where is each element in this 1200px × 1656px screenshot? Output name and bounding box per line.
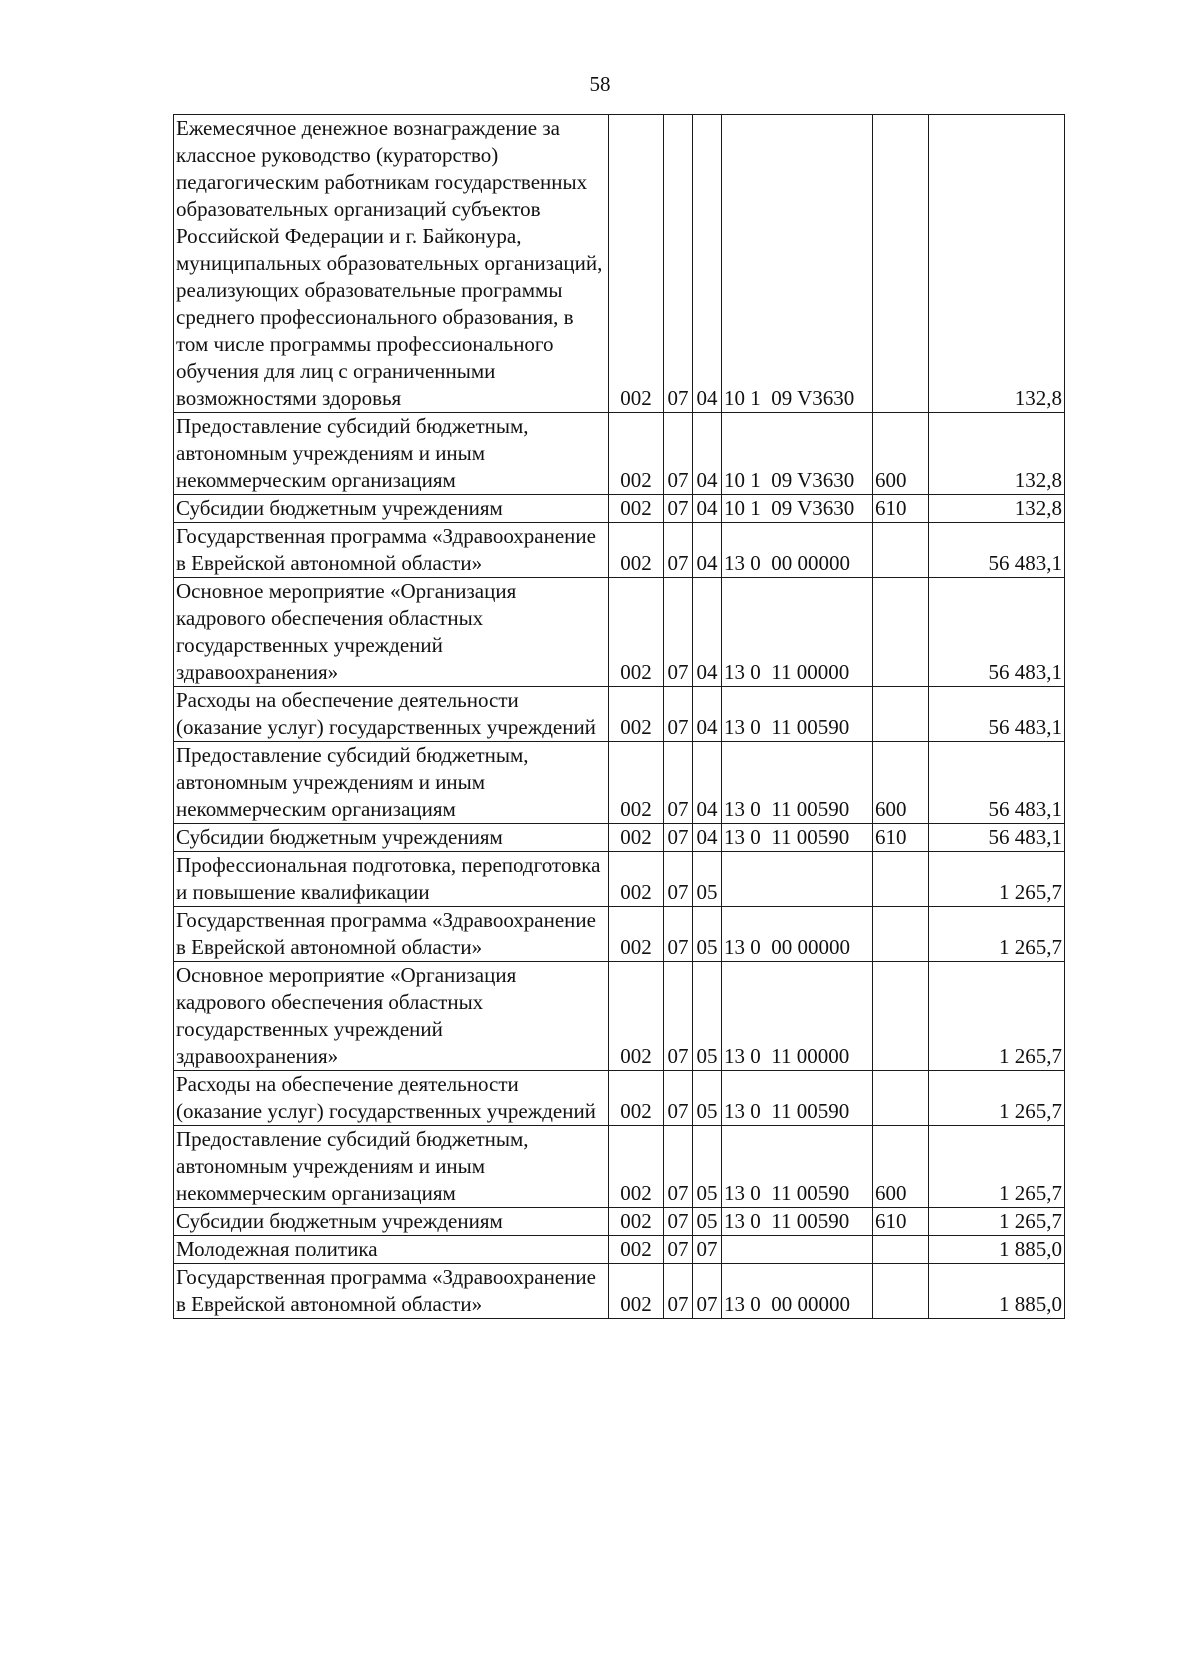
expense-name-cell: Профессиональная подготовка, переподготовка и повышение квалификации (174, 852, 609, 907)
target-article-cell: 13 0 00 00000 (722, 1264, 873, 1319)
target-article-cell (722, 1236, 873, 1264)
budget-table-body (174, 115, 1065, 1319)
amount-cell: 1 885,0 (929, 1236, 1065, 1264)
section-code-cell: 07 (664, 578, 693, 687)
expense-name-cell: Ежемесячное денежное вознаграждение за классное руководство (кураторство) педагогическим работникам государственных образовательных организаций субъектов Российской Федерации и г. Байконура, муниципальных образовательных организаций, реализующих образовательные программы среднего профессионального образования, в том числе программы профессионального обучения для лиц с ограниченными возможностями здоровья (174, 115, 609, 413)
table-row (174, 824, 1065, 852)
amount-cell: 1 265,7 (929, 1071, 1065, 1126)
section-code-cell: 07 (664, 824, 693, 852)
table-row (174, 852, 1065, 907)
expense-type-cell (873, 578, 929, 687)
subsection-code-cell: 04 (693, 742, 722, 824)
amount-cell: 56 483,1 (929, 687, 1065, 742)
subsection-code-cell: 07 (693, 1264, 722, 1319)
section-code-cell: 07 (664, 962, 693, 1071)
expense-name-cell: Основное мероприятие «Организация кадрового обеспечения областных государственных учреждений здравоохранения» (174, 578, 609, 687)
target-article-cell: 13 0 00 00000 (722, 907, 873, 962)
expense-name-cell: Государственная программа «Здравоохранение в Еврейской автономной области» (174, 523, 609, 578)
table-row (174, 742, 1065, 824)
grbs-code-cell: 002 (609, 1236, 664, 1264)
subsection-code-cell: 04 (693, 523, 722, 578)
section-code-cell: 07 (664, 523, 693, 578)
expense-type-cell: 600 (873, 742, 929, 824)
grbs-code-cell: 002 (609, 962, 664, 1071)
section-code-cell: 07 (664, 852, 693, 907)
expense-type-cell (873, 907, 929, 962)
expense-type-cell (873, 523, 929, 578)
amount-cell: 1 265,7 (929, 1126, 1065, 1208)
target-article-cell: 13 0 11 00590 (722, 1208, 873, 1236)
target-article-cell: 13 0 11 00000 (722, 578, 873, 687)
expense-type-cell: 610 (873, 495, 929, 523)
grbs-code-cell: 002 (609, 115, 664, 413)
section-code-cell: 07 (664, 495, 693, 523)
expense-type-cell (873, 1236, 929, 1264)
target-article-cell: 10 1 09 V3630 (722, 115, 873, 413)
subsection-code-cell: 04 (693, 687, 722, 742)
table-row (174, 495, 1065, 523)
section-code-cell: 07 (664, 687, 693, 742)
subsection-code-cell: 04 (693, 824, 722, 852)
section-code-cell: 07 (664, 413, 693, 495)
grbs-code-cell: 002 (609, 413, 664, 495)
grbs-code-cell: 002 (609, 1126, 664, 1208)
expense-name-cell: Расходы на обеспечение деятельности (оказание услуг) государственных учреждений (174, 1071, 609, 1126)
amount-cell: 1 885,0 (929, 1264, 1065, 1319)
table-row (174, 413, 1065, 495)
expense-name-cell: Предоставление субсидий бюджетным, автономным учреждениям и иным некоммерческим организациям (174, 742, 609, 824)
subsection-code-cell: 05 (693, 1126, 722, 1208)
grbs-code-cell: 002 (609, 1071, 664, 1126)
subsection-code-cell: 04 (693, 495, 722, 523)
amount-cell: 1 265,7 (929, 907, 1065, 962)
amount-cell: 132,8 (929, 413, 1065, 495)
expense-name-cell: Государственная программа «Здравоохранение в Еврейской автономной области» (174, 1264, 609, 1319)
expense-name-cell: Субсидии бюджетным учреждениям (174, 495, 609, 523)
page-number: 58 (589, 72, 611, 96)
table-row (174, 907, 1065, 962)
subsection-code-cell: 05 (693, 962, 722, 1071)
expense-name-cell: Субсидии бюджетным учреждениям (174, 1208, 609, 1236)
table-row (174, 578, 1065, 687)
expense-name-cell: Расходы на обеспечение деятельности (оказание услуг) государственных учреждений (174, 687, 609, 742)
section-code-cell: 07 (664, 1126, 693, 1208)
target-article-cell: 13 0 11 00000 (722, 962, 873, 1071)
grbs-code-cell: 002 (609, 495, 664, 523)
table-row (174, 1264, 1065, 1319)
table-row (174, 687, 1065, 742)
grbs-code-cell: 002 (609, 578, 664, 687)
section-code-cell: 07 (664, 1071, 693, 1126)
target-article-cell: 13 0 11 00590 (722, 1071, 873, 1126)
expense-name-cell: Субсидии бюджетным учреждениям (174, 824, 609, 852)
expense-name-cell: Предоставление субсидий бюджетным, автономным учреждениям и иным некоммерческим организациям (174, 413, 609, 495)
subsection-code-cell: 05 (693, 907, 722, 962)
grbs-code-cell: 002 (609, 523, 664, 578)
expense-name-cell: Государственная программа «Здравоохранение в Еврейской автономной области» (174, 907, 609, 962)
expense-type-cell (873, 115, 929, 413)
grbs-code-cell: 002 (609, 687, 664, 742)
target-article-cell: 13 0 11 00590 (722, 742, 873, 824)
table-row (174, 115, 1065, 413)
expense-type-cell (873, 962, 929, 1071)
section-code-cell: 07 (664, 1236, 693, 1264)
target-article-cell: 13 0 11 00590 (722, 824, 873, 852)
subsection-code-cell: 04 (693, 413, 722, 495)
table-row (174, 523, 1065, 578)
target-article-cell: 13 0 11 00590 (722, 687, 873, 742)
expense-type-cell: 600 (873, 1126, 929, 1208)
table-row (174, 1071, 1065, 1126)
section-code-cell: 07 (664, 1264, 693, 1319)
grbs-code-cell: 002 (609, 742, 664, 824)
target-article-cell: 10 1 09 V3630 (722, 413, 873, 495)
budget-table (173, 114, 1065, 1319)
section-code-cell: 07 (664, 907, 693, 962)
amount-cell: 132,8 (929, 495, 1065, 523)
expense-name-cell: Предоставление субсидий бюджетным, автономным учреждениям и иным некоммерческим организациям (174, 1126, 609, 1208)
section-code-cell: 07 (664, 742, 693, 824)
grbs-code-cell: 002 (609, 1264, 664, 1319)
subsection-code-cell: 04 (693, 578, 722, 687)
subsection-code-cell: 05 (693, 852, 722, 907)
expense-name-cell: Основное мероприятие «Организация кадрового обеспечения областных государственных учреждений здравоохранения» (174, 962, 609, 1071)
table-row (174, 962, 1065, 1071)
expense-type-cell (873, 852, 929, 907)
amount-cell: 132,8 (929, 115, 1065, 413)
table-row (174, 1126, 1065, 1208)
expense-type-cell (873, 1264, 929, 1319)
amount-cell: 56 483,1 (929, 742, 1065, 824)
amount-cell: 56 483,1 (929, 578, 1065, 687)
target-article-cell: 13 0 11 00590 (722, 1126, 873, 1208)
expense-type-cell (873, 1071, 929, 1126)
target-article-cell: 13 0 00 00000 (722, 523, 873, 578)
section-code-cell: 07 (664, 1208, 693, 1236)
section-code-cell: 07 (664, 115, 693, 413)
subsection-code-cell: 05 (693, 1071, 722, 1126)
grbs-code-cell: 002 (609, 1208, 664, 1236)
expense-type-cell: 600 (873, 413, 929, 495)
amount-cell: 1 265,7 (929, 852, 1065, 907)
amount-cell: 56 483,1 (929, 523, 1065, 578)
amount-cell: 1 265,7 (929, 962, 1065, 1071)
table-row (174, 1208, 1065, 1236)
grbs-code-cell: 002 (609, 824, 664, 852)
amount-cell: 56 483,1 (929, 824, 1065, 852)
expense-type-cell (873, 687, 929, 742)
table-row (174, 1236, 1065, 1264)
grbs-code-cell: 002 (609, 852, 664, 907)
subsection-code-cell: 07 (693, 1236, 722, 1264)
grbs-code-cell: 002 (609, 907, 664, 962)
expense-type-cell: 610 (873, 1208, 929, 1236)
subsection-code-cell: 04 (693, 115, 722, 413)
amount-cell: 1 265,7 (929, 1208, 1065, 1236)
target-article-cell: 10 1 09 V3630 (722, 495, 873, 523)
subsection-code-cell: 05 (693, 1208, 722, 1236)
target-article-cell (722, 852, 873, 907)
expense-type-cell: 610 (873, 824, 929, 852)
expense-name-cell: Молодежная политика (174, 1236, 609, 1264)
